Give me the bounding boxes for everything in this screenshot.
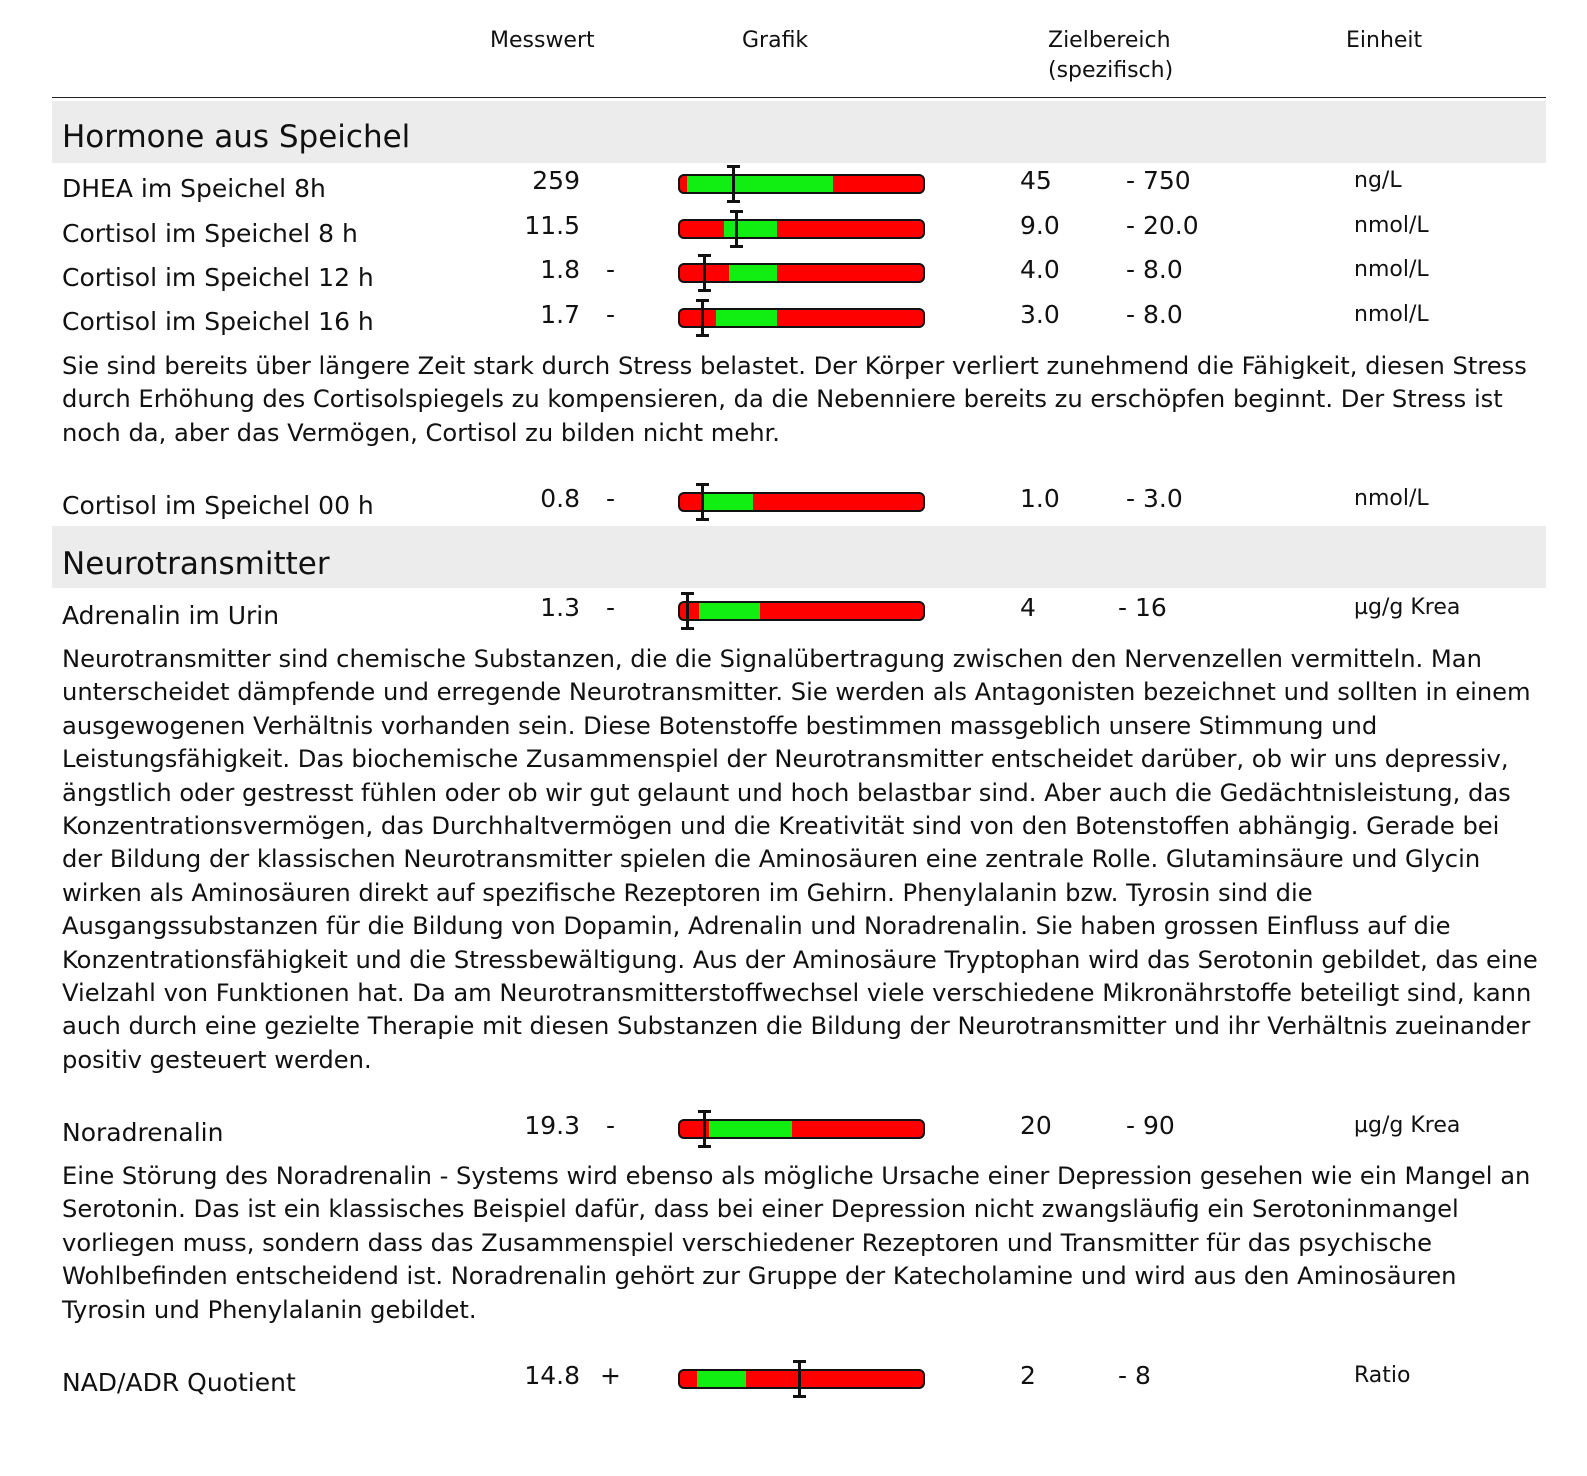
paragraph-line: Konzentrationsvermögen, das Durchhaltvermögen und die Kreativität sind von den Botenstoffen abhängig. Gerade bei [62,812,1500,841]
row-value: 0.8 [540,484,580,513]
row-range-low: 2 [1020,1361,1036,1390]
row-range-high: - 750 [1126,166,1191,195]
paragraph-line: ausgewogenen Verhältnis vorhanden sein. Diese Botenstoffe bestimmen massgeblich unsere Stimmung und [62,711,1378,740]
gauge-target-zone [709,1121,792,1137]
gauge-value-marker [686,592,689,630]
row-name: Noradrenalin [62,1118,224,1147]
paragraph-line: vorliegen muss, sondern dass das Zusammenspiel verschiedener Rezeptoren und Transmitter für das psychische [62,1228,1432,1257]
row-range-high: - 8.0 [1126,255,1183,284]
row-range-low: 20 [1020,1111,1052,1140]
paragraph-line: Konzentrationsfähigkeit und die Stressbewältigung. Aus der Aminosäure Tryptophan wird das Serotonin gebildet, das eine [62,945,1538,974]
row-range-low: 45 [1020,166,1052,195]
gauge-value-marker [703,254,706,292]
interpretation-neurotransmitter [62,643,1546,1077]
row-unit: ng/L [1354,168,1402,193]
gauge-target-zone [697,1371,746,1387]
row-unit: µg/g Krea [1354,1113,1461,1138]
paragraph-line: durch Erhöhung des Cortisolspiegels zu kompensieren, da die Nebenniere bereits zu erschöpfen beginnt. Der Stress ist [62,385,1503,414]
range-gauge [678,263,925,283]
paragraph-line: wirken als Aminosäuren direkt auf spezifische Rezeptoren im Gehirn. Phenylalanin bzw. Tyrosin sind die [62,878,1313,907]
gauge-value-marker [735,210,738,248]
paragraph-line: ängstlich oder gestresst fühlen oder ob wir gut gelaunt und hoch belastbar sind. Aber auch die Gedächtnisleistung, das [62,778,1511,807]
range-gauge [678,492,925,512]
paragraph-line: Leistungsfähigkeit. Das biochemische Zusammenspiel der Neurotransmitter entscheidet darüber, ob wir uns depressiv, [62,745,1509,774]
gauge-target-zone [724,221,777,237]
section-title: Hormone aus Speichel [62,119,411,155]
section-neurotransmitter [52,526,1546,588]
gauge-value-marker [703,1110,706,1148]
gauge-value-marker [798,1360,801,1398]
paragraph-line: der Bildung der klassischen Neurotransmitter spielen die Aminosäuren eine zentrale Rolle. Glutaminsäure und Glycin [62,845,1481,874]
gauge-target-zone [729,265,778,281]
row-range-low: 3.0 [1020,300,1060,329]
paragraph-line: positiv gesteuert werden. [62,1045,372,1074]
range-gauge [678,1369,925,1389]
range-gauge [678,219,925,239]
paragraph-line: Ausgangssubstanzen für die Bildung von Dopamin, Adrenalin und Noradrenalin. Sie haben grossen Einfluss auf die [62,912,1451,941]
range-gauge [678,308,925,328]
gauge-target-zone [716,310,777,326]
paragraph-line: Serotonin. Das ist ein klassisches Beispiel dafür, dass bei einer Depression nicht zwangsläufig ein Serotoninmangel [62,1195,1459,1224]
row-value: 1.7 [540,300,580,329]
row-range-high: - 90 [1126,1111,1175,1140]
paragraph-line: Tyrosin und Phenylalanin gebildet. [62,1295,477,1324]
header-target-line1: Zielbereich [1048,28,1171,53]
row-flag: - [606,300,616,329]
gauge-value-marker [701,299,704,337]
row-flag: - [606,255,616,284]
row-range-low: 4.0 [1020,255,1060,284]
paragraph-line: Eine Störung des Noradrenalin - Systems wird ebenso als mögliche Ursache einer Depression gesehen wie ein Mangel an [62,1162,1531,1190]
row-name: Cortisol im Speichel 8 h [62,219,358,248]
paragraph-line: Wohlbefinden entscheidend ist. Noradrenalin gehört zur Gruppe der Katecholamine und wird aus den Aminosäuren [62,1262,1457,1291]
gauge-value-marker [701,483,704,521]
paragraph-line: Vielzahl von Funktionen hat. Da am Neurotransmitterstoffwechsel viele verschiedene Mikronährstoffe beteiligt sind, kann [62,979,1532,1008]
paragraph-line: unterscheidet dämpfende und erregende Neurotransmitter. Sie werden als Antagonisten bezeichnet und sollten in einem [62,678,1531,707]
row-name: NAD/ADR Quotient [62,1368,296,1397]
paragraph-line: noch da, aber das Vermögen, Cortisol zu bilden nicht mehr. [62,418,780,447]
header-graphic: Grafik [742,28,809,53]
row-value: 19.3 [524,1111,580,1140]
row-range-high: - 8.0 [1126,300,1183,329]
row-value: 1.8 [540,255,580,284]
gauge-target-zone [687,176,833,192]
row-name: Cortisol im Speichel 00 h [62,491,374,520]
row-flag: + [600,1361,621,1390]
row-name: DHEA im Speichel 8h [62,174,326,203]
range-gauge [678,601,925,621]
gauge-value-marker [732,165,735,203]
header-target-line2: (spezifisch) [1048,58,1174,83]
paragraph-line: auch durch eine gezielte Therapie mit diesen Substanzen die Bildung der Neurotransmitter und ihr Verhältnis zueinander [62,1012,1531,1041]
header-divider [52,97,1546,98]
interpretation-cortisol [62,350,1546,450]
gauge-target-zone [704,494,753,510]
row-range-low: 1.0 [1020,484,1060,513]
row-unit: nmol/L [1354,302,1429,327]
section-hormones [52,101,1546,163]
row-name: Cortisol im Speichel 12 h [62,263,374,292]
row-range-low: 9.0 [1020,211,1060,240]
row-unit: nmol/L [1354,257,1429,282]
row-value: 1.3 [540,593,580,622]
range-gauge [678,1119,925,1139]
row-flag: - [606,484,616,513]
row-unit: µg/g Krea [1354,595,1461,620]
paragraph-line: Neurotransmitter sind chemische Substanzen, die die Signalübertragung zwischen den Nervenzellen vermitteln. Man [62,645,1482,673]
row-name: Adrenalin im Urin [62,601,280,630]
row-range-high: - 16 [1118,593,1167,622]
row-value: 259 [532,166,580,195]
row-value: 11.5 [524,211,580,240]
row-range-low: 4 [1020,593,1036,622]
header-unit: Einheit [1346,28,1423,53]
section-title: Neurotransmitter [62,546,330,582]
header-measured: Messwert [490,28,595,53]
paragraph-line: Sie sind bereits über längere Zeit stark durch Stress belastet. Der Körper verliert zunehmend die Fähigkeit, diesen Stress [62,352,1527,380]
interpretation-noradrenalin [62,1160,1546,1327]
row-flag: - [606,593,616,622]
row-flag: - [606,1111,616,1140]
row-range-high: - 8 [1118,1361,1151,1390]
range-gauge [678,174,925,194]
gauge-target-zone [699,603,760,619]
row-value: 14.8 [524,1361,580,1390]
row-name: Cortisol im Speichel 16 h [62,307,374,336]
row-range-high: - 20.0 [1126,211,1199,240]
row-unit: nmol/L [1354,213,1429,238]
row-unit: Ratio [1354,1363,1411,1388]
row-range-high: - 3.0 [1126,484,1183,513]
row-unit: nmol/L [1354,486,1429,511]
